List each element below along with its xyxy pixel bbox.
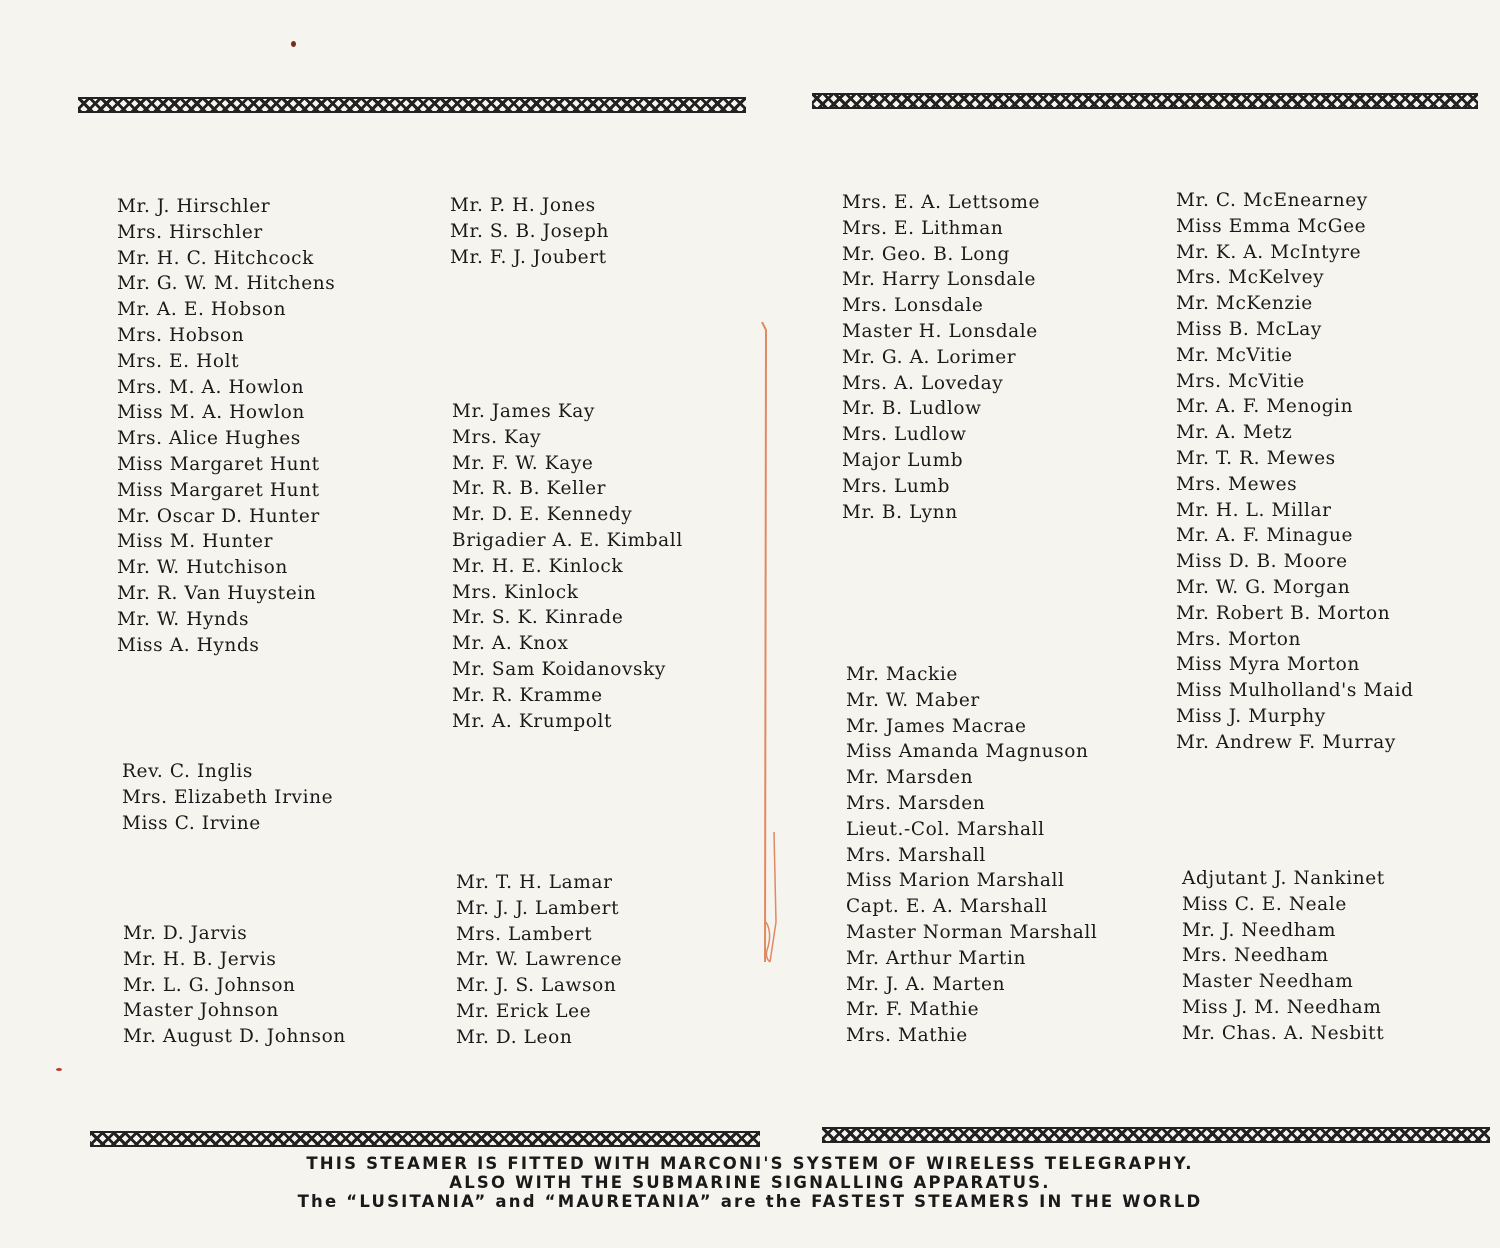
passenger-name: Rev. C. Inglis <box>122 761 253 782</box>
passenger-name: Capt. E. A. Marshall <box>846 896 1048 918</box>
passenger-name: Mr. A. E. Hobson <box>117 299 287 321</box>
passenger-name: Mr. Arthur Martin <box>846 947 1026 969</box>
passenger-name: Mr. G. W. M. Hitchens <box>117 273 336 295</box>
passenger-name: Miss M. Hunter <box>117 531 274 553</box>
footer-notice-line1: THIS STEAMER IS FITTED WITH MARCONI'S SYSTEM OF WIRELESS TELEGRAPHY. <box>306 1154 1194 1173</box>
passenger-list-h <box>117 194 335 658</box>
passenger-name: Mrs. Elizabeth Irvine <box>122 786 334 808</box>
passenger-name: Mr. W. Lawrence <box>456 949 623 971</box>
passenger-name: Mr. Oscar D. Hunter <box>117 505 320 527</box>
passenger-name: Mr. H. B. Jervis <box>123 948 277 970</box>
passenger-name: Mr. F. Mathie <box>846 999 980 1021</box>
passenger-list-l-a <box>456 870 622 1051</box>
passenger-name: Master H. Lonsdale <box>842 320 1038 342</box>
passenger-name: Mr. D. E. Kennedy <box>452 504 633 526</box>
passenger-name: Mr. R. Van Huystein <box>117 582 317 604</box>
passenger-name: Mr. W. G. Morgan <box>1176 576 1351 598</box>
passenger-name: Mr. A. Metz <box>1176 422 1293 444</box>
right-page <box>760 0 1500 1248</box>
passenger-name: Mr. J. A. Marten <box>846 973 1006 995</box>
passenger-name: Mr. J. J. Lambert <box>456 897 620 919</box>
passenger-name: Mr. Mackie <box>846 664 958 685</box>
passenger-name: Miss Mulholland's Maid <box>1176 680 1414 702</box>
passenger-name: Mr. C. McEnearney <box>1176 190 1368 211</box>
bottom-decorative-border <box>822 1127 1490 1143</box>
passenger-name: Miss J. M. Needham <box>1182 996 1382 1018</box>
passenger-name: Mr. Chas. A. Nesbitt <box>1182 1022 1385 1044</box>
passenger-name: Mrs. Kay <box>452 426 542 448</box>
passenger-name: Mr. L. G. Johnson <box>123 974 296 996</box>
passenger-name: Mrs. Marshall <box>846 844 986 866</box>
passenger-name: Mr. W. Maber <box>846 689 980 711</box>
passenger-name: Brigadier A. E. Kimball <box>452 529 683 551</box>
passenger-name: Adjutant J. Nankinet <box>1182 868 1385 889</box>
passenger-list-n <box>1182 866 1385 1047</box>
passenger-name: Mrs. Hirschler <box>117 221 263 243</box>
passenger-name: Mrs. Mewes <box>1176 473 1298 495</box>
passenger-name: Mr. Andrew F. Murray <box>1176 731 1396 753</box>
passenger-name: Miss D. B. Moore <box>1176 551 1348 573</box>
passenger-name: Mr. T. R. Mewes <box>1176 447 1336 469</box>
passenger-name: Mrs. E. A. Lettsome <box>842 192 1041 213</box>
passenger-name: Master Norman Marshall <box>846 921 1098 943</box>
footer-notice-line2: ALSO WITH THE SUBMARINE SIGNALLING APPARATUS. <box>449 1173 1051 1192</box>
passenger-name: Mr. R. Kramme <box>452 684 603 706</box>
passenger-name: Miss Marion Marshall <box>846 870 1065 892</box>
passenger-name: Miss Amanda Magnuson <box>846 741 1089 763</box>
passenger-name: Mr. Erick Lee <box>456 1000 592 1022</box>
passenger-name: Miss Margaret Hunt <box>117 453 320 475</box>
passenger-name: Mr. Geo. B. Long <box>842 243 1010 265</box>
passenger-list-m-a <box>846 662 1097 1049</box>
passenger-name: Master Johnson <box>123 1000 279 1022</box>
paper-speck <box>56 1068 62 1071</box>
passenger-list-k <box>452 399 683 734</box>
passenger-name: Miss B. McLay <box>1176 318 1322 340</box>
passenger-name: Mrs. Lumb <box>842 475 951 497</box>
passenger-name: Mr. B. Lynn <box>842 501 958 523</box>
passenger-name: Mrs. Hobson <box>117 324 245 346</box>
passenger-name: Mr. D. Jarvis <box>123 923 248 944</box>
passenger-name: Mr. McKenzie <box>1176 293 1313 315</box>
passenger-name: Miss Margaret Hunt <box>117 479 320 501</box>
paper-speck <box>291 41 296 47</box>
passenger-name: Mr. S. K. Kinrade <box>452 607 624 629</box>
footer-notice-line3: The “LUSITANIA” and “MAURETANIA” are the FASTEST STEAMERS IN THE WORLD <box>297 1192 1203 1211</box>
passenger-name: Miss M. A. Howlon <box>117 402 305 424</box>
passenger-name: Mr. Marsden <box>846 767 974 789</box>
passenger-name: Miss C. Irvine <box>122 812 261 834</box>
passenger-name: Master Needham <box>1182 971 1354 993</box>
passenger-name: Mr. Sam Koidanovsky <box>452 658 666 680</box>
passenger-name: Mr. T. H. Lamar <box>456 872 613 893</box>
passenger-name: Mr. McVitie <box>1176 344 1293 366</box>
passenger-name: Mr. H. E. Kinlock <box>452 555 624 577</box>
bottom-decorative-border <box>90 1131 760 1147</box>
passenger-name: Lieut.-Col. Marshall <box>846 818 1045 840</box>
passenger-name: Mr. D. Leon <box>456 1026 573 1048</box>
passenger-name: Mrs. McVitie <box>1176 370 1305 392</box>
passenger-name: Mrs. Kinlock <box>452 581 579 603</box>
passenger-name: Mr. F. J. Joubert <box>450 246 607 268</box>
top-decorative-border <box>812 93 1478 109</box>
passenger-list-l-b <box>842 190 1040 525</box>
passenger-name: Mr. K. A. McIntyre <box>1176 241 1362 263</box>
passenger-name: Mr. G. A. Lorimer <box>842 346 1017 368</box>
top-decorative-border <box>78 97 746 113</box>
passenger-name: Mr. R. B. Keller <box>452 478 607 500</box>
passenger-list-j-a <box>123 921 346 1050</box>
passenger-name: Mr. F. W. Kaye <box>452 452 594 474</box>
passenger-name: Mr. B. Ludlow <box>842 398 982 420</box>
passenger-name: Mrs. Needham <box>1182 945 1329 967</box>
passenger-name: Mrs. Mathie <box>846 1025 968 1047</box>
passenger-name: Mr. James Kay <box>452 401 595 422</box>
passenger-name: Miss C. E. Neale <box>1182 893 1347 915</box>
passenger-name: Mr. A. F. Minague <box>1176 525 1354 547</box>
passenger-name: Mr. Harry Lonsdale <box>842 269 1037 291</box>
passenger-name: Mr. A. Knox <box>452 633 569 655</box>
passenger-name: Mr. J. S. Lawson <box>456 975 617 997</box>
passenger-list-i <box>122 759 333 836</box>
passenger-list-j-b <box>450 193 609 270</box>
passenger-name: Mr. H. C. Hitchcock <box>117 247 314 269</box>
passenger-name: Mrs. McKelvey <box>1176 267 1325 289</box>
passenger-name: Mr. W. Hynds <box>117 608 250 630</box>
passenger-name: Mr. S. B. Joseph <box>450 220 609 242</box>
passenger-name: Mr. A. Krumpolt <box>452 710 613 732</box>
passenger-name: Mrs. Alice Hughes <box>117 428 301 450</box>
passenger-name: Mr. J. Needham <box>1182 919 1337 941</box>
passenger-name: Miss Emma McGee <box>1176 215 1367 237</box>
passenger-name: Mrs. M. A. Howlon <box>117 376 305 398</box>
passenger-name: Mr. Robert B. Morton <box>1176 602 1391 624</box>
passenger-name: Mr. J. Hirschler <box>117 196 271 217</box>
passenger-name: Mr. P. H. Jones <box>450 195 596 216</box>
passenger-name: Mrs. Ludlow <box>842 424 967 446</box>
passenger-name: Mr. A. F. Menogin <box>1176 396 1354 418</box>
passenger-name: Mrs. Lambert <box>456 923 593 945</box>
passenger-name: Mr. H. L. Millar <box>1176 499 1332 521</box>
passenger-name: Mrs. E. Holt <box>117 350 240 372</box>
passenger-name: Mr. August D. Johnson <box>123 1026 346 1048</box>
passenger-list-m-b <box>1176 188 1414 756</box>
passenger-name: Mrs. E. Lithman <box>842 217 1004 239</box>
passenger-name: Mr. James Macrae <box>846 715 1027 737</box>
passenger-name: Mrs. Morton <box>1176 628 1302 650</box>
passenger-name: Miss A. Hynds <box>117 634 260 656</box>
passenger-name: Major Lumb <box>842 449 964 471</box>
passenger-name: Miss J. Murphy <box>1176 705 1326 727</box>
passenger-name: Mrs. A. Loveday <box>842 372 1004 394</box>
passenger-name: Mr. W. Hutchison <box>117 557 288 579</box>
passenger-name: Mrs. Lonsdale <box>842 295 984 317</box>
passenger-name: Miss Myra Morton <box>1176 654 1360 676</box>
passenger-name: Mrs. Marsden <box>846 792 986 814</box>
